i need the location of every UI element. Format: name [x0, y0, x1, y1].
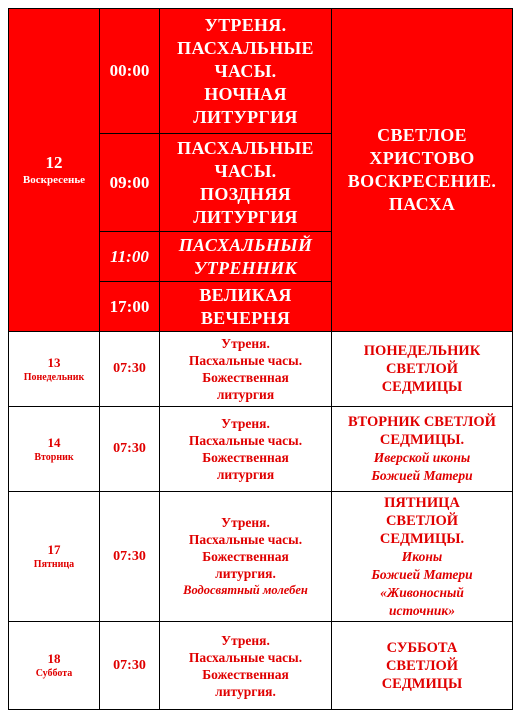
service-time: 07:30 [100, 492, 160, 622]
weekday: Понедельник [23, 371, 85, 383]
feast-note: «Живоносный [380, 584, 464, 600]
service-description: ПАСХАЛЬНЫЕ ЧАСЫ. ПОЗДНЯЯ ЛИТУРГИЯ [160, 134, 332, 232]
service-time: 09:00 [100, 134, 160, 232]
day-number: 14 [47, 434, 61, 450]
service-description: УТРЕНЯ. ПАСХАЛЬНЫЕ ЧАСЫ. НОЧНАЯ ЛИТУРГИЯ [160, 9, 332, 134]
service-time: 07:30 [100, 407, 160, 492]
service-schedule-table [8, 8, 513, 710]
service-time: 11:00 [100, 232, 160, 282]
day-cell [9, 332, 100, 407]
feast-note: Божией Матери [371, 468, 473, 483]
weekday: Вторник [34, 451, 74, 463]
weekday: Воскресенье [22, 174, 86, 186]
service-description: Утреня. Пасхальные часы. Божественная литургия. [160, 622, 332, 710]
day-number: 18 [47, 651, 61, 666]
service-description: Утреня. Пасхальные часы. Божественная литургия [160, 332, 332, 407]
service-description: ПАСХАЛЬНЫЙ УТРЕННИК [160, 232, 332, 282]
service-time: 07:30 [100, 332, 160, 407]
feast-title: ВТОРНИК СВЕТЛОЙ СЕДМИЦЫ. Иверской иконы Божией Матери [332, 407, 513, 492]
day-number: 13 [47, 354, 61, 370]
feast-title: ПОНЕДЕЛЬНИК СВЕТЛОЙ СЕДМИЦЫ [332, 332, 513, 407]
schedule-row [9, 492, 513, 622]
weekday: Пятница [33, 559, 75, 570]
service-description: ВЕЛИКАЯ ВЕЧЕРНЯ [160, 282, 332, 332]
schedule-row [9, 332, 513, 407]
service-note: Водосвятный молебен [183, 583, 308, 597]
feast-title: ПЯТНИЦА СВЕТЛОЙ СЕДМИЦЫ. Иконы Божией Матери «Живоносный источник» [332, 492, 513, 622]
feast-title: СВЕТЛОЕ ХРИСТОВО ВОСКРЕСЕНИЕ. ПАСХА [332, 9, 513, 332]
service-description: Утреня. Пасхальные часы. Божественная литургия [160, 407, 332, 492]
service-time: 17:00 [100, 282, 160, 332]
feast-note: Иверской иконы [373, 450, 471, 465]
weekday: Суббота [35, 668, 73, 679]
service-description: Утреня. Пасхальные часы. Божественная литургия. Водосвятный молебен [160, 492, 332, 622]
service-time: 00:00 [100, 9, 160, 134]
feast-note: Божией Матери [371, 566, 473, 582]
schedule-row [9, 622, 513, 710]
feast-note: источник» [389, 602, 455, 618]
feast-note: Иконы [401, 548, 443, 564]
day-cell [9, 622, 100, 710]
schedule-row [9, 407, 513, 492]
feast-title: СУББОТА СВЕТЛОЙ СЕДМИЦЫ [332, 622, 513, 710]
day-cell [9, 492, 100, 622]
schedule-row-easter-1 [9, 9, 513, 134]
service-time: 07:30 [100, 622, 160, 710]
day-cell [9, 407, 100, 492]
day-number: 12 [45, 153, 63, 172]
day-number: 17 [47, 542, 61, 557]
day-cell-easter [9, 9, 100, 332]
